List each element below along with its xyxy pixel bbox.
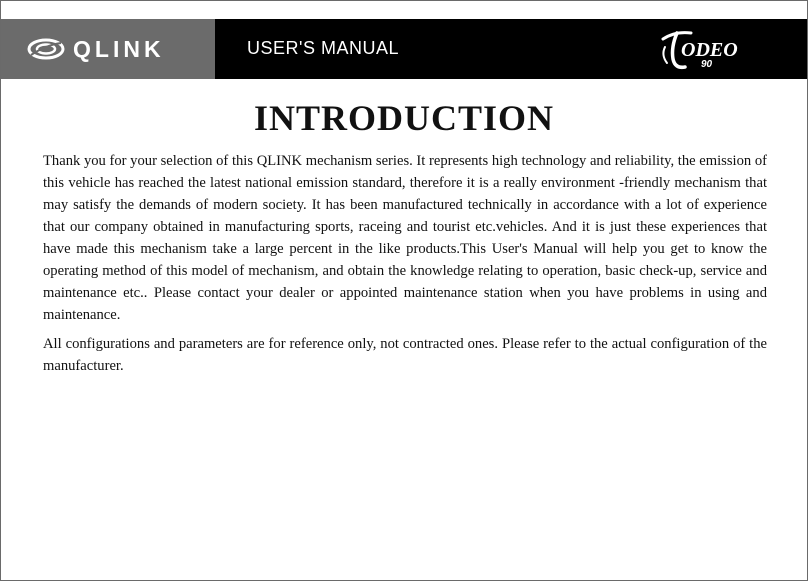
title-bar	[215, 19, 807, 79]
intro-paragraph: Thank you for your selection of this QLINK mechanism series. It represents high technology and reliability, the emission of this vehicle has reached the latest national emission standard, therefore it is a really environment -friendly mechanism that may satisfy the demands of modern society. It has been manufactured technically in accordance with a lot of experience that our company obtained in manufacturing sports, raceing and tourist etc.vehicles. And it is just these experiences that have made this mechanism take a large percent in the like products.This User's Manual will help you get to know the operating method of this model of mechanism, and obtain the knowledge relating to operation, basic check-up, service and maintenance etc.. Please contact your dealer or appointed maintenance station when you have problems in using and maintenance.	[43, 153, 767, 323]
brand-name: QLINK	[73, 35, 165, 62]
brand-logo	[27, 36, 165, 63]
disclaimer-paragraph: All configurations and parameters are for reference only, not contracted ones. Please refer to the actual configuration of the manufacturer.	[43, 336, 767, 374]
model-logo	[655, 25, 745, 75]
qlink-swoosh-icon	[27, 38, 65, 60]
page-header	[1, 19, 807, 79]
model-number: 90	[701, 59, 713, 70]
page-title: INTRODUCTION	[253, 98, 555, 138]
manual-label: USER'S MANUAL	[247, 38, 399, 58]
model-name: ODEO	[681, 39, 738, 61]
brand-box	[1, 19, 215, 79]
